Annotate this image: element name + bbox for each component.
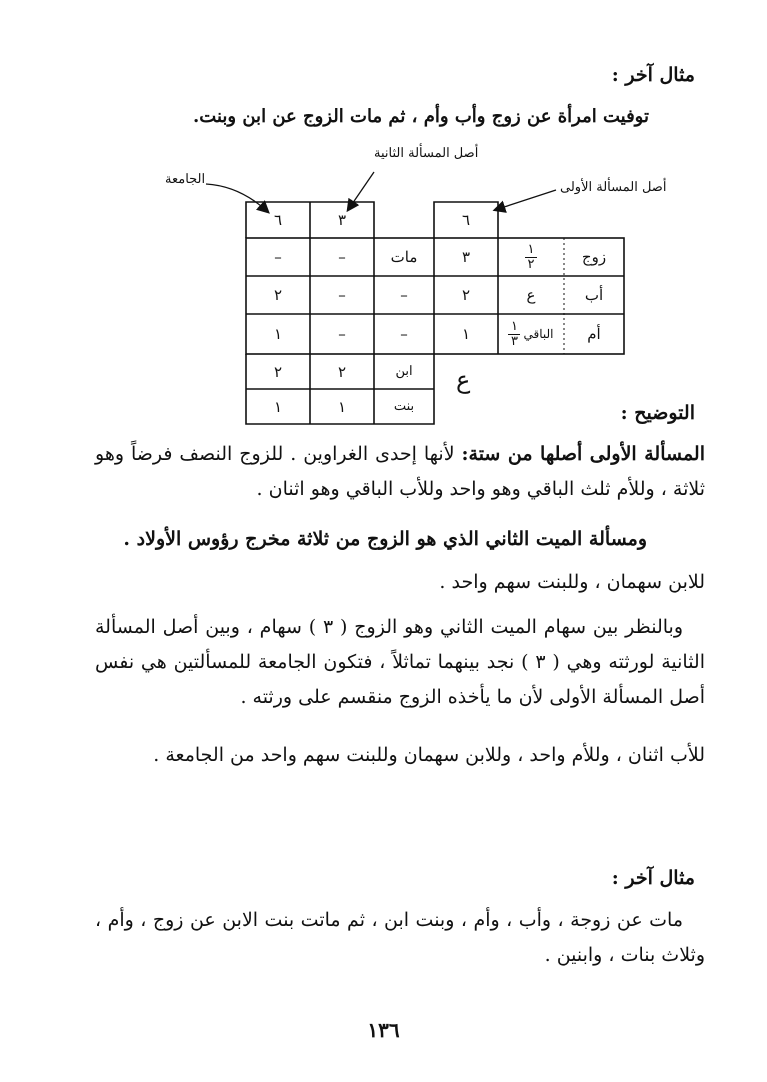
asaba-mark: ع [456, 366, 471, 394]
row1-heir: زوج [581, 248, 607, 266]
row2-heir: أب [584, 286, 604, 304]
row3-second: – [338, 325, 346, 343]
head-combined: ٦ [273, 211, 283, 229]
row5-heir2: بنت [393, 399, 415, 414]
row1-heir2: مات [390, 248, 418, 266]
label-first-problem: أصل المسألة الأولى [560, 180, 667, 195]
row3-heir2: – [400, 325, 408, 343]
row3-combined: ١ [273, 325, 283, 343]
label-second-problem: أصل المسألة الثانية [374, 146, 479, 161]
example1-heading: مثال آخر : [611, 64, 695, 86]
row4-combined: ٢ [273, 362, 283, 381]
explanation-paragraph-2-bold: ومسألة الميت الثاني الذي هو الزوج من ثلاثة مخرج رؤوس الأولاد . [123, 528, 647, 550]
row4-heir2: ابن [395, 364, 413, 379]
row4-second: ٢ [337, 362, 347, 381]
row5-second: ١ [337, 397, 347, 416]
row1-first: ٣ [461, 248, 471, 266]
example2-text: مات عن زوجة ، وأب ، وأم ، وبنت ابن ، ثم ماتت بنت الابن عن زوج ، وأم ، وثلاث بنات ، وابنين . [95, 909, 705, 966]
explanation-paragraph-1: المسألة الأولى أصلها من ستة: لأنها إحدى الغراوين . للزوج النصف فرضاً وهو ثلاثة ، وللأم ثلث الباقي وهو واحد وللأب الباقي وهو اثنان . [95, 443, 705, 500]
label-combined: الجامعة [165, 172, 206, 187]
explanation-paragraph-3: وبالنظر بين سهام الميت الثاني وهو الزوج ( ٣ ) سهام ، وبين أصل المسألة الثانية لورثته وهي ( ٣ ) نجد بينهما تماثلاً ، فتكون الجامعة للمسألتين هي نفس أصل المسألة الأولى لأن ما يأخذه الزوج منقسم على ورثته . [95, 616, 705, 708]
row2-combined: ٢ [273, 286, 283, 304]
row3-heir: أم [587, 325, 601, 343]
row1-share: $\frac{١}{٢}$ [498, 238, 564, 276]
row2-heir2: – [400, 286, 408, 304]
explanation-paragraph-2: للابن سهمان ، وللبنت سهم واحد . [439, 571, 705, 593]
explanation-heading: التوضيح : [620, 402, 695, 424]
row2-share: ع [526, 286, 536, 304]
row1-second: – [338, 248, 346, 266]
row5-combined: ١ [273, 397, 283, 416]
row2-second: – [338, 286, 346, 304]
page-number: ١٣٦ [367, 1018, 400, 1042]
row2-first: ٢ [461, 286, 471, 304]
explanation-paragraph-4: للأب اثنان ، وللأم واحد ، وللابن سهمان وللبنت سهم واحد من الجامعة . [153, 744, 705, 766]
row3-first: ١ [461, 325, 471, 343]
example1-intro: توفيت امرأة عن زوج وأب وأم ، ثم مات الزوج عن ابن وبنت. [193, 106, 649, 127]
head-second: ٣ [337, 211, 347, 229]
example2-heading: مثال آخر : [611, 867, 695, 889]
row3-share: $\frac{١}{٣}$ الباقي [498, 314, 564, 354]
row1-combined: – [274, 248, 282, 266]
head-first: ٦ [461, 211, 471, 229]
